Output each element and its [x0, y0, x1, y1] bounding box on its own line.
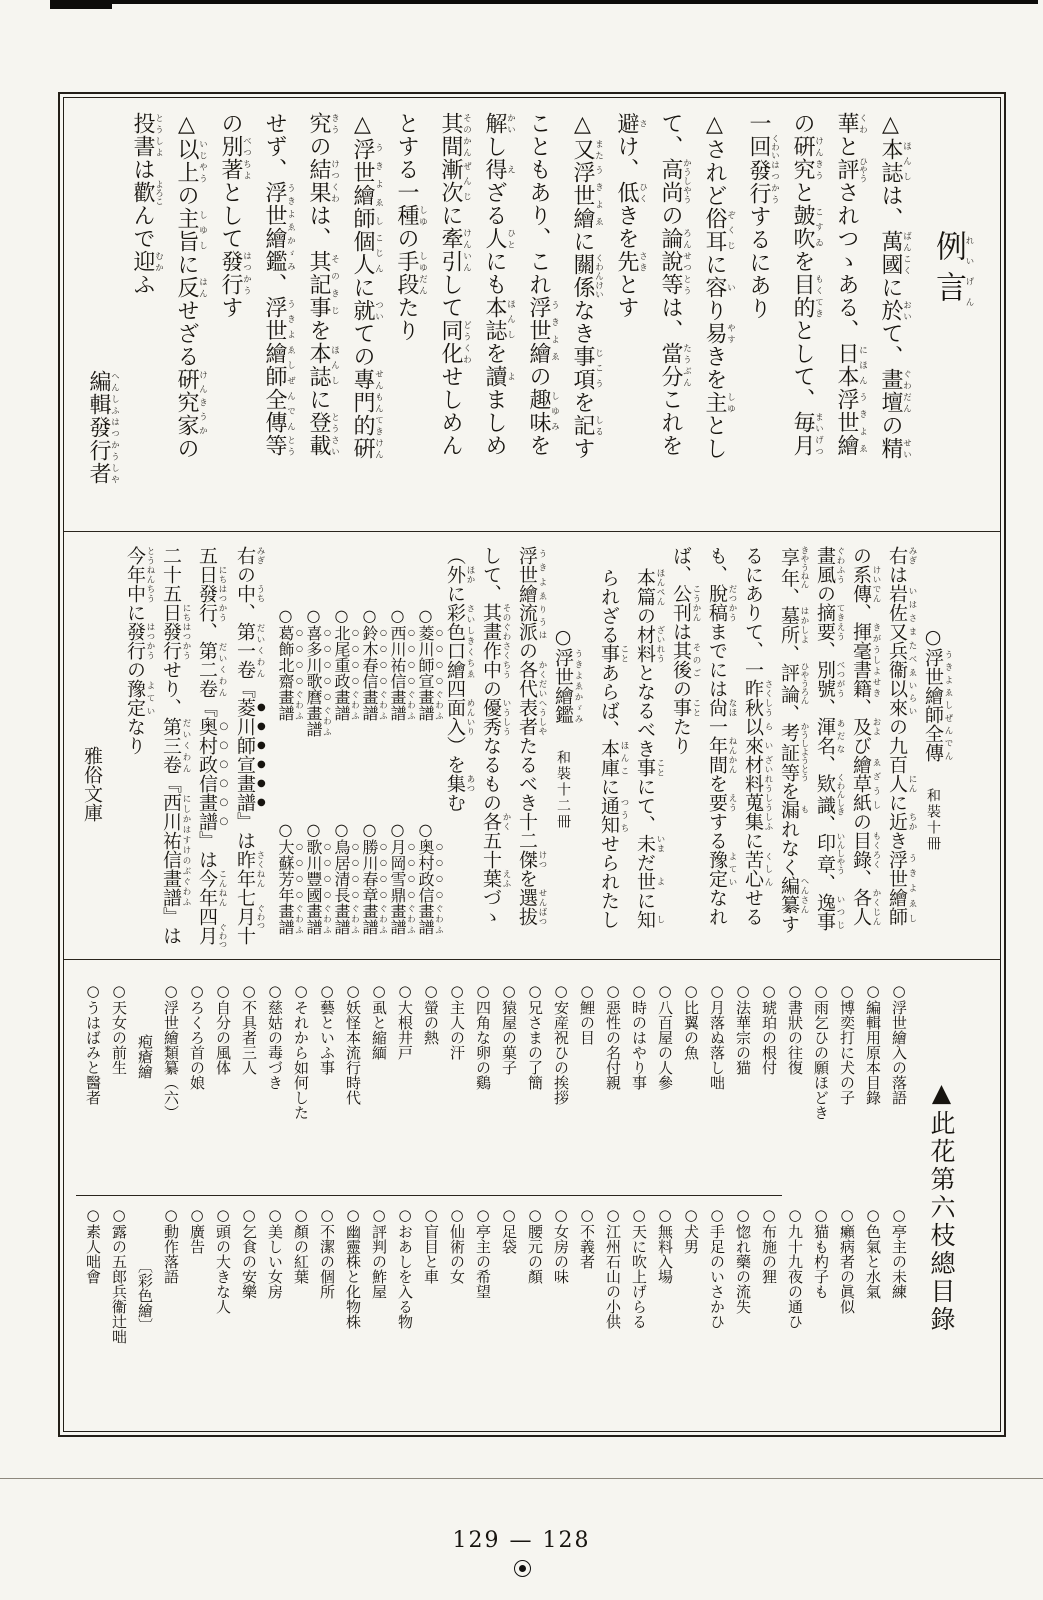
gafu-column	[271, 556, 304, 961]
toc-column	[262, 974, 288, 1421]
toc-item: ○不潔の個所	[318, 1206, 336, 1299]
toc-column	[678, 974, 704, 1421]
text-line: △本誌ほんしは、萬國ばんこくに於おいて、畫壇ぐわだんの精せい	[878, 112, 912, 460]
gafu-item: ○北尾重政畫譜ぐわふ	[332, 606, 360, 721]
toc-item: ○おあしを入る物	[396, 1206, 414, 1329]
text-line: て、高尚かうしやうの論說ろんせつ等とうは、當分たうぶんこれを	[658, 112, 692, 457]
text-line: 投書とうしよは歡よろこんで迎むかふ	[130, 112, 164, 296]
gafu-item: ○大蘇芳年畫譜ぐわふ	[276, 820, 304, 935]
toc-item: ○螢の熱	[422, 982, 440, 1045]
toc-item: ○九十九夜の通ひ	[786, 1206, 804, 1329]
toc-item: ○女房の味	[552, 1206, 570, 1284]
toc-item: ○腰元の顏	[526, 1206, 544, 1284]
toc-item: ○顏の紅葉	[292, 1206, 310, 1284]
toc-item: ○美しい女房	[266, 1206, 284, 1299]
text-line: 二十五日 にち發行 はつかうせり、第三卷 だいくわん『西川祐信畫譜 にしかはすけのぶぐわふ』は	[160, 546, 191, 945]
toc-item: ○不義者	[578, 1206, 596, 1269]
text-line: 一回くわい發行はつかうするにあり	[746, 112, 780, 321]
toc-row-divider	[76, 1195, 782, 1196]
text-line: 右 みぎの中 うち、第一卷 だいくわん『菱川師宣畫譜』は昨年 さくねん七月 ぐわつ十	[234, 546, 265, 945]
toc-item: 〔彩色繪〕	[136, 1258, 154, 1333]
text-line: の別著べつちよとして發行はつかうす	[218, 112, 252, 319]
toc-item: ○慈姑の毒づき	[266, 982, 284, 1090]
gafu-item: ○喜多川歌麿畫譜ぐわふ	[304, 606, 332, 737]
text-line: △浮世繪師うきよゑし個人こじんに就ついての專門的せんもんてき硏けん	[350, 112, 384, 460]
text-line: 本篇 ほんぺんの材料 ざいれうとなるべき事 ことにて、未 いまだ世 よに知 し	[634, 568, 665, 929]
page-numbers: 129 — 128	[452, 1528, 591, 1553]
text-line: 五日 にち發行 はつかう、第二卷 だいくわん『奥村政信畫譜』は今年 こんねん四月 ぐわつ	[196, 546, 227, 949]
section-reigen-inner	[64, 98, 992, 531]
text-line: るにありて、一昨秋 さくしう以來 らい材料 ざいれう蒐集 しうしふに苦心 くしんせる	[742, 546, 773, 926]
toc-column	[288, 974, 314, 1421]
toc-item: ○主人の汗	[448, 982, 466, 1060]
toc-column	[652, 974, 678, 1421]
toc-item: ○安産祝ひの挨拶	[552, 982, 570, 1105]
text-line: 享年 きやうねん、墓所 はかしよ、評論 ひやうろん、考証等 かうしようとうを漏 もれなく編纂 へんさんす	[778, 546, 809, 934]
toc-item: ○不具者三人	[240, 982, 258, 1075]
toc-item: ○四角な卵の鷄	[474, 982, 492, 1090]
gafu-column	[411, 556, 444, 961]
toc-item: ○露の五郎兵衞辻咄	[110, 1206, 128, 1344]
text-line: 浮世繪 うきよゑ流派 りうはの各代表者 かくだいへうしやたるべき十二傑 けつを選拔 せんばつ	[516, 546, 547, 926]
text-line: （外 ほかに彩色口繪 さいしきくちゑ四面入 めんいり）を集 あつむ	[444, 546, 475, 812]
zenden-title-text: ○浮世繪師全傳 うきよゑしぜんでん	[922, 626, 953, 762]
kagami-title-text: ○浮世繪鑑 うきよゑかゞみ	[552, 626, 583, 724]
toc-item: ○時のはやり事	[630, 982, 648, 1090]
toc-column	[236, 974, 262, 1421]
toc-item: ○自分の風体	[214, 982, 232, 1075]
toc-list	[76, 974, 912, 1421]
toc-item: ○うはばみと醫者	[84, 982, 102, 1105]
toc-column	[340, 974, 366, 1421]
toc-item: ○仙術の女	[448, 1206, 466, 1284]
gafu-column	[355, 556, 388, 961]
toc-item: ○ろくろ首の娘	[188, 982, 206, 1090]
toc-column	[730, 974, 756, 1421]
toc-column	[886, 974, 912, 1421]
scan-artifact-line	[50, 0, 1038, 4]
toc-column	[314, 974, 340, 1421]
editor-signature: 編輯發行者へんしふはつかうしや	[86, 370, 120, 485]
toc-column	[808, 974, 834, 1421]
toc-item: ○博奕打に犬の子	[838, 982, 856, 1105]
toc-item: ○評判の鮓屋	[370, 1206, 388, 1299]
toc-column	[782, 974, 808, 1421]
toc-column	[548, 974, 574, 1421]
footer-rule	[0, 1478, 1043, 1479]
text-line: の系傳 けいでん、揮毫書籍 きがうしよせき、及 および繪草紙 ゑざうしの目錄 もくろく、各人 かくじん	[850, 546, 881, 926]
text-line: 究きうの結果けつくわは、其記事そのきじを本誌ほんしに登載とうさい	[306, 112, 340, 457]
toc-column	[704, 974, 730, 1421]
kagami-title	[547, 626, 583, 951]
toc-item: ○浮世繪入の落語	[890, 982, 908, 1105]
text-line: して、其畫作中 そのぐわさくちうの優秀 いうしうなるもの各 かく五十葉 えふづゝ	[480, 546, 511, 926]
section-reigen	[64, 98, 1000, 532]
register-mark-dot	[519, 1565, 526, 1572]
toc-item: ○天女の前生	[110, 982, 128, 1075]
toc-item: ○乞食の安樂	[240, 1206, 258, 1299]
toc-item: ○天に吹上げらる	[630, 1206, 648, 1329]
toc-column	[418, 974, 444, 1421]
gafu-column	[327, 556, 360, 961]
toc-item: ○癩病者の眞似	[838, 1206, 856, 1314]
scan-artifact-blob	[50, 0, 112, 9]
register-mark-icon	[514, 1560, 531, 1577]
text-line: の硏究けんきうと皷吹こすゐを目的もくてきとして、毎月まいげつ	[790, 112, 824, 457]
zenden-title	[917, 626, 953, 951]
toc-item: ○法華宗の猫	[734, 982, 752, 1075]
gafu-item: ○鈴木春信畫譜ぐわふ	[360, 606, 388, 721]
reigen-title: 例言れいげん	[930, 230, 974, 312]
toc-item: ○兄さまの了簡	[526, 982, 544, 1090]
text-line: 避さけ、低ひくきを先さきとす	[614, 112, 648, 319]
toc-column	[392, 974, 418, 1421]
toc-column	[496, 974, 522, 1421]
toc-item: ○盲目と車	[422, 1206, 440, 1284]
toc-item: ○琥珀の根付	[760, 982, 778, 1075]
gafu-item: ○鳥居清長畫譜ぐわふ	[332, 820, 360, 935]
kagami-subtitle: 和裝十二冊	[555, 750, 571, 830]
section-publications-inner	[64, 532, 969, 959]
toc-item: ○素人咄會	[84, 1206, 102, 1284]
toc-item: ○編輯用原本目錄	[864, 982, 882, 1105]
toc-item: ○妖怪本流行時代	[344, 982, 362, 1105]
toc-item: ○幽靈株と化物株	[344, 1206, 362, 1329]
gafu-item: ○勝川春章畫譜ぐわふ	[360, 820, 388, 935]
toc-item: ○色氣と水氣	[864, 1206, 882, 1299]
text-line: 右 みぎは岩佐又兵衞 いはさまたべゑ以來 いらいの九百人 にんに近 ちかき浮世繪師 うきよゑし	[886, 546, 917, 926]
section-toc	[64, 960, 1000, 1429]
toc-item: ○亭主の希望	[474, 1206, 492, 1299]
toc-column	[470, 974, 496, 1421]
toc-column	[600, 974, 626, 1421]
toc-column	[834, 974, 860, 1421]
toc-column	[860, 974, 886, 1421]
text-line: △以上いじやうの主旨しゆしに反はんせざる硏究家けんきうかの	[174, 112, 208, 460]
toc-item: ○手足のいさかひ	[708, 1206, 726, 1329]
toc-item: ○足袋	[500, 1206, 518, 1254]
text-line: 解かいし得えざる人ひとにも本誌ほんしを讀よましめ	[482, 112, 516, 457]
text-line: 今年中 とうねんちうに發行 はつかうの豫定 よていなり	[124, 546, 155, 755]
toc-column	[522, 974, 548, 1421]
text-line: △又また浮世繪うきよゑに關係くわんけいなき事項じこうを記しるす	[570, 112, 604, 460]
text-line: られざる事 ことあらば、本庫 ほんこに通知 つうちせられたし	[598, 568, 629, 929]
text-line: △されど俗耳ぞくじに容いり易やすきを主しゆとし	[702, 112, 736, 460]
zenden-subtitle: 和裝十冊	[925, 788, 941, 852]
text-line: 華くわと評ひやうされつゝある、日本にほん浮世繪うきよゑ	[834, 112, 868, 457]
toc-column	[626, 974, 652, 1421]
gafu-item: ○西川祐信畫譜ぐわふ	[388, 606, 416, 721]
section-publications	[64, 532, 1000, 960]
text-line: ば、公刊 こうかんは其後 そのごの事 ことたり	[670, 546, 701, 755]
gafu-item: ○菱川師宣畫譜ぐわふ	[416, 606, 444, 721]
toc-column	[106, 974, 132, 1421]
toc-item: ○無料入場	[656, 1206, 674, 1284]
toc-item: ○猫も杓子も	[812, 1206, 830, 1299]
toc-item: ○惡性の名付親	[604, 982, 622, 1090]
toc-item: ○月落ぬ落し咄	[708, 982, 726, 1090]
gafu-list	[267, 556, 444, 961]
toc-column	[366, 974, 392, 1421]
gafu-item: ○月岡雪鼎畫譜ぐわふ	[388, 820, 416, 935]
toc-item: ○鯉の目	[578, 982, 596, 1045]
toc-column	[444, 974, 470, 1421]
text-line: せず、浮世繪鑑うきよゑかゞみ、浮世繪師全傳うきよゑしぜんでん等とう	[262, 112, 296, 457]
toc-item: ○藝といふ事	[318, 982, 336, 1075]
toc-column	[210, 974, 236, 1421]
toc-column	[574, 974, 600, 1421]
gafu-item: ○奥村政信畫譜ぐわふ	[416, 820, 444, 935]
text-line: 畫風 ぐわふうの摘要 てきえう、別號 べつがう、渾名 あだな、欵識 くわんしき、印章 いんしやう、逸事 いつじ	[814, 546, 845, 931]
toc-item: ○雨乞ひの願ほどき	[812, 982, 830, 1120]
toc-item: ○比翼の魚	[682, 982, 700, 1060]
toc-item: ○頭の大きな人	[214, 1206, 232, 1314]
toc-header: ▲此花第六枝總目錄	[927, 1078, 956, 1334]
toc-column	[80, 974, 106, 1421]
toc-item: ○浮世繪類纂（六）	[162, 982, 180, 1120]
gafu-item: ○歌川豐國畫譜ぐわふ	[304, 820, 332, 935]
toc-item: ○江州石山の小供	[604, 1206, 622, 1329]
toc-column	[132, 974, 158, 1421]
toc-item: ○大根井戸	[396, 982, 414, 1060]
toc-item: ○それから如何した	[292, 982, 310, 1120]
toc-item: ○動作落語	[162, 1206, 180, 1284]
toc-item: ○虱と縮緬	[370, 982, 388, 1060]
toc-column	[158, 974, 184, 1421]
toc-item: ○書狀の往復	[786, 982, 804, 1075]
gafu-item: ○葛飾北齋畫譜ぐわふ	[276, 606, 304, 721]
gafu-column	[383, 556, 416, 961]
text-line: も、脫稿 だつかうまでには尙 なほ一年間 ねんかんを要 えうする豫定 よていなれ	[706, 546, 737, 926]
publisher-name: 雅俗文庫	[81, 746, 103, 822]
toc-item: ○布施の狸	[760, 1206, 778, 1284]
toc-item: ○八百屋の人參	[656, 982, 674, 1090]
toc-item: ○惚れ藥の流失	[734, 1206, 752, 1314]
gafu-column	[299, 556, 332, 961]
toc-item: ○亭主の未練	[890, 1206, 908, 1299]
toc-item: 疱瘡繪	[136, 1034, 154, 1079]
toc-item: ○猿屋の菓子	[500, 982, 518, 1075]
text-line: 其間そのかん漸次ぜんじに牽引けんいんして同化どうくわせしめん	[438, 112, 472, 457]
toc-item: ○犬男	[682, 1206, 700, 1254]
toc-item: ○廣告	[188, 1206, 206, 1254]
toc-column	[756, 974, 782, 1421]
text-line: とする一種しゆの手段しゆだんたり	[394, 112, 428, 342]
text-line: こともあり、これ浮世繪うきよゑの趣味しゆみを	[526, 112, 560, 457]
page-frame	[63, 97, 1001, 1432]
toc-column	[184, 974, 210, 1421]
